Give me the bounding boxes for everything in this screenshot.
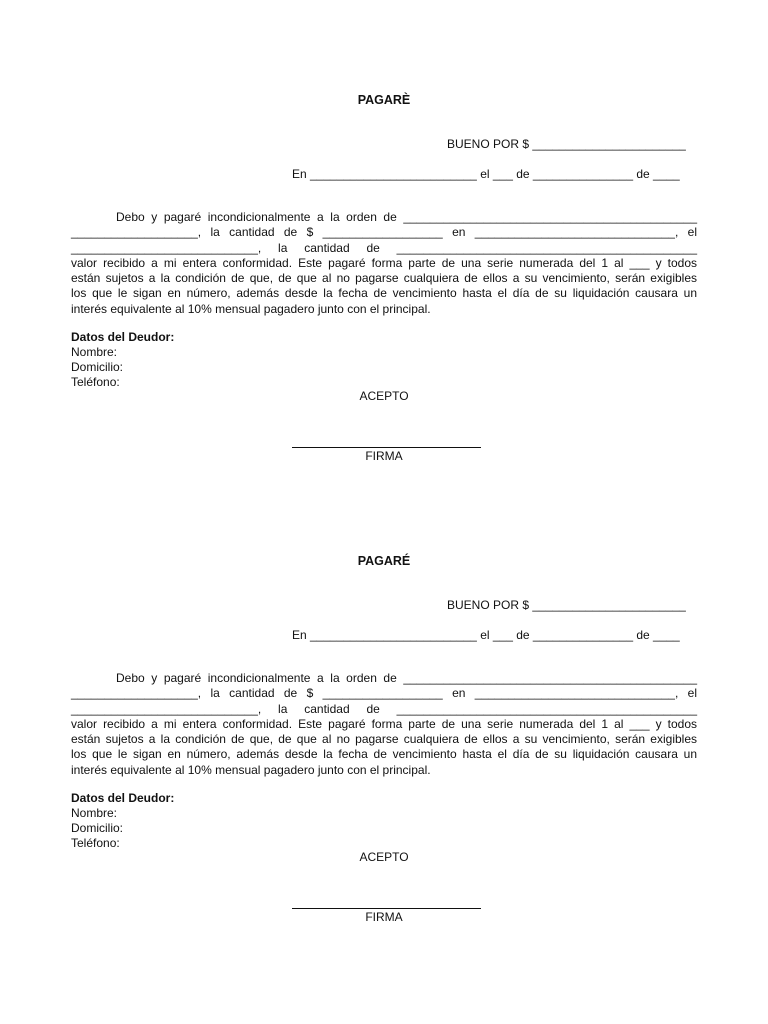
note-paragraph [71,671,697,778]
note-title: PAGARÉ [357,554,411,568]
paragraph-line: valor recibido a mi entera conformidad. Este pagaré forma parte de una serie numerada del 1 al ___ y todos [71,255,697,270]
accept-label: ACEPTO [359,389,409,403]
note-paragraph [71,210,697,317]
paragraph-line: ____________________________, la cantidad de _____________________________________________ [71,240,697,255]
paragraph-line: están sujetos a la condición de que, de que al no pagarse cualquiera de ellos a su vencimiento, serán exigibles [71,732,697,747]
paragraph-line: ___________________, la cantidad de $ __________________ en ______________________________, el [71,225,697,240]
paragraph-line: los que le sigan en número, además desde la fecha de vencimiento hasta el día de su liquidación causara un [71,286,697,301]
amount-line: BUENO POR $ _______________________ [447,137,686,151]
promissory-note-2 [0,461,768,924]
amount-line: BUENO POR $ _______________________ [447,598,686,612]
debtor-data [71,791,174,851]
paragraph-line: interés equivalente al 10% mensual pagadero junto con el principal. [71,762,431,777]
debtor-phone-label: Teléfono: [71,375,120,389]
paragraph-line: los que le sigan en número, además desde la fecha de vencimiento hasta el día de su liquidación causara un [71,747,697,762]
accept-label: ACEPTO [359,850,409,864]
debtor-name-label: Nombre: [71,806,118,820]
place-date-line: En _________________________ el ___ de _______________ de ____ [292,628,680,642]
signature-line [292,447,481,448]
promissory-note-1 [0,0,768,463]
place-date-line: En _________________________ el ___ de _______________ de ____ [292,167,680,181]
signature-label: FIRMA [365,910,403,924]
debtor-address-label: Domicilio: [71,821,124,835]
signature-line [292,908,481,909]
paragraph-line: están sujetos a la condición de que, de que al no pagarse cualquiera de ellos a su vencimiento, serán exigibles [71,271,697,286]
paragraph-line: Debo y pagaré incondicionalmente a la orden de ____________________________________________ [116,671,697,685]
debtor-address-label: Domicilio: [71,360,124,374]
debtor-data [71,330,174,390]
paragraph-line: Debo y pagaré incondicionalmente a la orden de ____________________________________________ [116,210,697,224]
debtor-heading: Datos del Deudor: [71,330,175,344]
paragraph-line: valor recibido a mi entera conformidad. Este pagaré forma parte de una serie numerada del 1 al ___ y todos [71,716,697,731]
paragraph-line: ____________________________, la cantidad de _____________________________________________ [71,701,697,716]
signature-label: FIRMA [365,449,403,463]
paragraph-line: ___________________, la cantidad de $ __________________ en ______________________________, el [71,686,697,701]
debtor-name-label: Nombre: [71,345,118,359]
note-title: PAGARÈ [357,93,411,107]
paragraph-line: interés equivalente al 10% mensual pagadero junto con el principal. [71,301,431,316]
debtor-phone-label: Teléfono: [71,836,120,850]
debtor-heading: Datos del Deudor: [71,791,175,805]
